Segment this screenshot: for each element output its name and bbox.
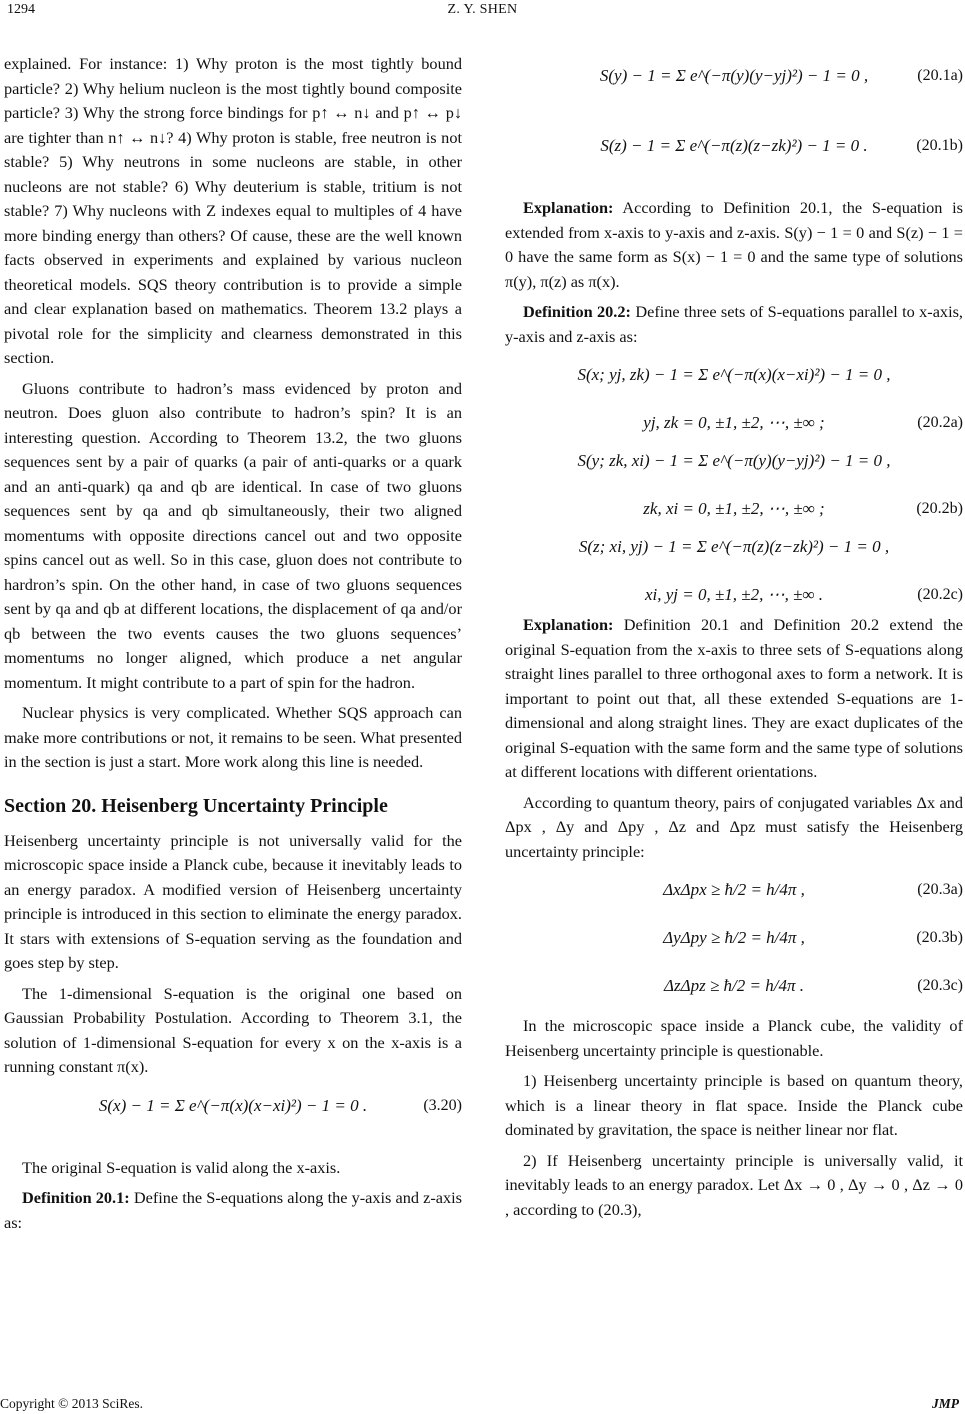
- equation-20-2a-body: S(x; yj, zk) − 1 = Σ e^(−π(x)(x−xi)²) − 1 = 0 ,: [577, 365, 891, 384]
- definition-20-2: [505, 300, 963, 349]
- page-number: 1294: [7, 2, 35, 17]
- definition-20-1-text: Define the S-equations along the y-axis and z-axis as:: [4, 1188, 463, 1232]
- definition-20-2-label: Definition 20.2:: [523, 302, 631, 321]
- paragraph-gluons: Gluons contribute to hadron’s mass evidenced by proton and neutron. Does gluon also contribute to hadron’s spin? It is an interesting question. According to Theorem 13.2, the two gluons sequences sent by a pair of quarks (a pair of anti-quarks or a quark and an anti-quark) qa and qb are identical. In case of two gluons sequences sent by qa and qb simultaneously, their two aligned momentums with opposite directions cancel out and two opposite spins cancel out as well. So in this case, gluon does not contribute to hardron’s spin. On the other hand, in case of two gluons sequences sent by qa and qb at different locations, the displacement of qa and/or qb between the two events causes the two gluons sequences’ momentums no longer aligned, which produce a net angular momentum. It might contribute to a part of spin for the hadron.: [4, 378, 462, 692]
- footer-journal: JMP: [932, 1396, 959, 1411]
- equation-20-3c-body: ΔzΔpz ≥ ħ/2 = h/4π .: [664, 976, 804, 995]
- equation-3-20: [4, 1086, 462, 1152]
- definition-20-1: [4, 1186, 462, 1235]
- equation-20-2b-line1: [505, 441, 963, 485]
- equation-20-1b-body: S(z) − 1 = Σ e^(−π(z)(z−zk)²) − 1 = 0 .: [600, 136, 868, 155]
- equation-20-2c-line1: [505, 527, 963, 571]
- paragraph-point-1: 1) Heisenberg uncertainty principle is based on quantum theory, which is a linear theory in flat space. Inside the Planck cube dominated by gravitation, the space is neither linear nor flat.: [505, 1071, 963, 1139]
- equation-20-3b-body: ΔyΔpy ≥ ħ/2 = h/4π ,: [663, 928, 805, 947]
- equation-20-1a: [505, 56, 963, 122]
- explanation-2: [505, 613, 963, 785]
- definition-20-2-text: Define three sets of S-equations parallel to x-axis, y-axis and z-axis as:: [505, 302, 964, 346]
- equation-20-2b-body: S(y; zk, xi) − 1 = Σ e^(−π(y)(y−yj)²) − 1 = 0 ,: [577, 451, 891, 470]
- paragraph-s-equation: The 1-dimensional S-equation is the original one based on Gaussian Probability Postulation. According to Theorem 3.1, the solution of 1-dimensional S-equation for every x on the x-axis is a running constant π(x).: [4, 983, 462, 1076]
- paragraph-microscopic: In the microscopic space inside a Planck cube, the validity of Heisenberg uncertainty principle is questionable.: [505, 1016, 963, 1060]
- explanation-1-text: According to Definition 20.1, the S-equation is extended from x-axis to y-axis and z-axis. S(y) − 1 = 0 and S(z) − 1 = 0 have the same form as S(x) − 1 = 0 and the same type of solutions π(y), π(z) as π(x).: [505, 198, 963, 291]
- equation-20-2c-range: xi, yj = 0, ±1, ±2, ⋯, ±∞ .: [644, 585, 824, 604]
- equation-20-3c-number: (20.3c): [917, 977, 963, 994]
- equation-20-1b-number: (20.1b): [916, 137, 963, 154]
- paragraph-questions: explained. For instance: 1) Why proton is the most tightly bound particle? 2) Why helium nucleon is the most tightly bound composite particle? 3) Why the strong force bindings for p↑ ↔ n↓ and p↑ ↔ p↓ are tighter than n↑ ↔ n↓? 4) Why proton is stable, free neutron is not stable? 5) Why neutrons in some nucleons are stable, in other nucleons are not stable? 6) Why deuterium is stable, tritium is not stable? 7) Why nucleons with Z indexes equal to multiples of 4 have more binding energy than others? Of cause, these are the well known facts observed in experiments and explained by various nucleon theoretical models. SQS theory contribution is to provide a simple and clear explanation based on mathematics. Theorem 13.2 plays a pivotal role for the simplicity and clearness demonstrated in this section.: [4, 54, 462, 367]
- equation-20-1b: [505, 126, 963, 192]
- equation-20-3a: [505, 870, 963, 914]
- equation-20-3a-body: ΔxΔpx ≥ ħ/2 = h/4π ,: [663, 880, 805, 899]
- equation-20-2c-body: S(z; xi, yj) − 1 = Σ e^(−π(z)(z−zk)²) − 1 = 0 ,: [578, 537, 890, 556]
- equation-20-2c-number: (20.2c): [917, 586, 963, 603]
- equation-20-2a-line1: [505, 355, 963, 399]
- footer-copyright: Copyright © 2013 SciRes.: [0, 1396, 144, 1411]
- equation-20-3b-number: (20.3b): [916, 929, 963, 946]
- equation-20-3c: [505, 966, 963, 1010]
- equation-20-3a-number: (20.3a): [917, 881, 963, 898]
- equation-20-1a-body: S(y) − 1 = Σ e^(−π(y)(y−yj)²) − 1 = 0 ,: [599, 66, 869, 85]
- equation-20-3b: [505, 918, 963, 962]
- section-title: Section 20. Heisenberg Uncertainty Principle: [4, 794, 388, 817]
- running-header-author: Z. Y. SHEN: [447, 2, 518, 17]
- paragraph-point-2: 2) If Heisenberg uncertainty principle is universally valid, it inevitably leads to an energy paradox. Let Δx → 0 , Δy → 0 , Δz → 0 , according to (20.3),: [505, 1150, 963, 1219]
- left-column: [4, 52, 462, 1241]
- explanation-2-label: Explanation:: [523, 615, 614, 634]
- equation-20-2b-line2: [505, 489, 963, 523]
- equation-3-20-number: (3.20): [423, 1096, 462, 1114]
- equation-20-2b-range: zk, xi = 0, ±1, ±2, ⋯, ±∞ ;: [643, 499, 825, 518]
- explanation-2-text: Definition 20.1 and Definition 20.2 extend the original S-equation from the x-axis to three sets of S-equations along straight lines parallel to three orthogonal axes to form a network. It is important to point out that, all these extended S-equations are 1-dimensional and along straight lines. They are exact duplicates of the original S-equation with the same form and the same type of solutions at different locations with different orientations.: [505, 615, 963, 781]
- equation-3-20-body: S(x) − 1 = Σ e^(−π(x)(x−xi)²) − 1 = 0 .: [98, 1095, 368, 1115]
- equation-20-2b-number: (20.2b): [916, 500, 963, 517]
- paragraph-heisenberg-intro: Heisenberg uncertainty principle is not universally valid for the microscopic space inside a Planck cube, because it inevitably leads to an energy paradox. A modified version of Heisenberg uncertainty principle is introduced in this section to eliminate the energy paradox. It stars with extensions of S-equation serving as the foundation and goes step by step.: [4, 830, 462, 972]
- paragraph-nuclear-physics: Nuclear physics is very complicated. Whether SQS approach can make more contributions or not, it remains to be seen. What presented in the section is just a start. More work along this line is needed.: [4, 703, 462, 771]
- equation-20-2a-line2: [505, 403, 963, 437]
- explanation-1: [505, 196, 963, 294]
- paragraph-original-valid: The original S-equation is valid along the x-axis.: [22, 1157, 341, 1177]
- equation-20-1a-number: (20.1a): [917, 67, 963, 84]
- equation-20-2a-number: (20.2a): [917, 414, 963, 431]
- equation-20-2a-range: yj, zk = 0, ±1, ±2, ⋯, ±∞ ;: [643, 413, 825, 432]
- definition-20-1-label: Definition 20.1:: [22, 1188, 130, 1207]
- paragraph-quantum-theory: According to quantum theory, pairs of conjugated variables Δx and Δpx , Δy and Δpy , Δz and Δpz must satisfy the Heisenberg uncertainty principle:: [505, 792, 963, 861]
- explanation-1-label: Explanation:: [523, 198, 614, 217]
- equation-20-2c-line2: [505, 575, 963, 609]
- right-column: [505, 52, 963, 1228]
